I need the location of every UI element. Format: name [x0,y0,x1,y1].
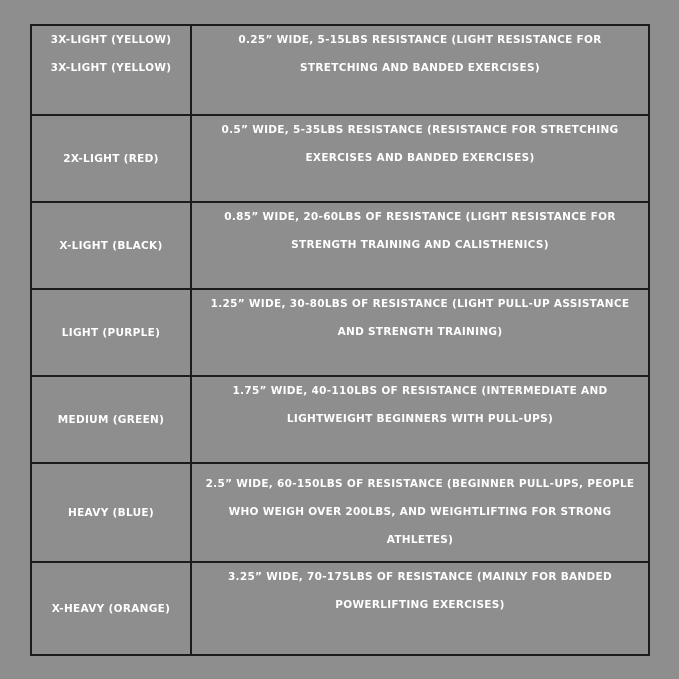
table-row [31,25,649,115]
band-name-cell [31,463,191,562]
band-name-cell [31,25,191,115]
band-description-cell [191,25,649,115]
band-description-cell [191,463,649,562]
band-description: 2.5” WIDE, 60-150LBS OF RESISTANCE (BEGINNER PULL-UPS, PEOPLE WHO WEIGH OVER 200LBS, AND WEIGHTLIFTING FOR STRONG ATHLETES) [205,478,635,546]
band-name-line: X-HEAVY (ORANGE) [51,602,171,615]
table-row [31,289,649,376]
band-name-line: MEDIUM (GREEN) [57,413,165,426]
band-name-line: HEAVY (BLUE) [68,506,154,519]
band-description-cell [191,376,649,463]
table-row [31,202,649,289]
band-name-line: 3X-LIGHT (YELLOW) [50,62,172,74]
band-description: 1.25” WIDE, 30-80LBS OF RESISTANCE (LIGHT PULL-UP ASSISTANCE AND STRENGTH TRAINING) [210,298,630,338]
band-name-cell [31,202,191,289]
band-name-cell [31,115,191,202]
table-row [31,562,649,655]
band-name-line: 3X-LIGHT (YELLOW) [50,34,172,46]
band-name-line: 2X-LIGHT (RED) [63,152,159,165]
table-row [31,115,649,202]
resistance-band-table [30,24,650,656]
band-name-line: LIGHT (PURPLE) [61,326,161,339]
band-description-cell [191,289,649,376]
band-description: 0.85” WIDE, 20-60LBS OF RESISTANCE (LIGHT RESISTANCE FOR STRENGTH TRAINING AND CALISTHENICS) [224,211,616,251]
table-row [31,463,649,562]
band-name-line: X-LIGHT (BLACK) [59,239,163,252]
band-description-cell [191,202,649,289]
table-row [31,376,649,463]
band-description-cell [191,562,649,655]
band-name-cell [31,562,191,655]
band-description: 0.25” WIDE, 5-15LBS RESISTANCE (LIGHT RESISTANCE FOR STRETCHING AND BANDED EXERCISES) [238,34,602,74]
band-name-cell [31,289,191,376]
band-description-cell [191,115,649,202]
band-description: 0.5” WIDE, 5-35LBS RESISTANCE (RESISTANCE FOR STRETCHING EXERCISES AND BANDED EXERCISES) [221,124,619,164]
band-description: 3.25” WIDE, 70-175LBS OF RESISTANCE (MAINLY FOR BANDED POWERLIFTING EXERCISES) [227,571,613,611]
band-description: 1.75” WIDE, 40-110LBS OF RESISTANCE (INTERMEDIATE AND LIGHTWEIGHT BEGINNERS WITH PULL-UPS) [232,385,608,425]
band-name-cell [31,376,191,463]
